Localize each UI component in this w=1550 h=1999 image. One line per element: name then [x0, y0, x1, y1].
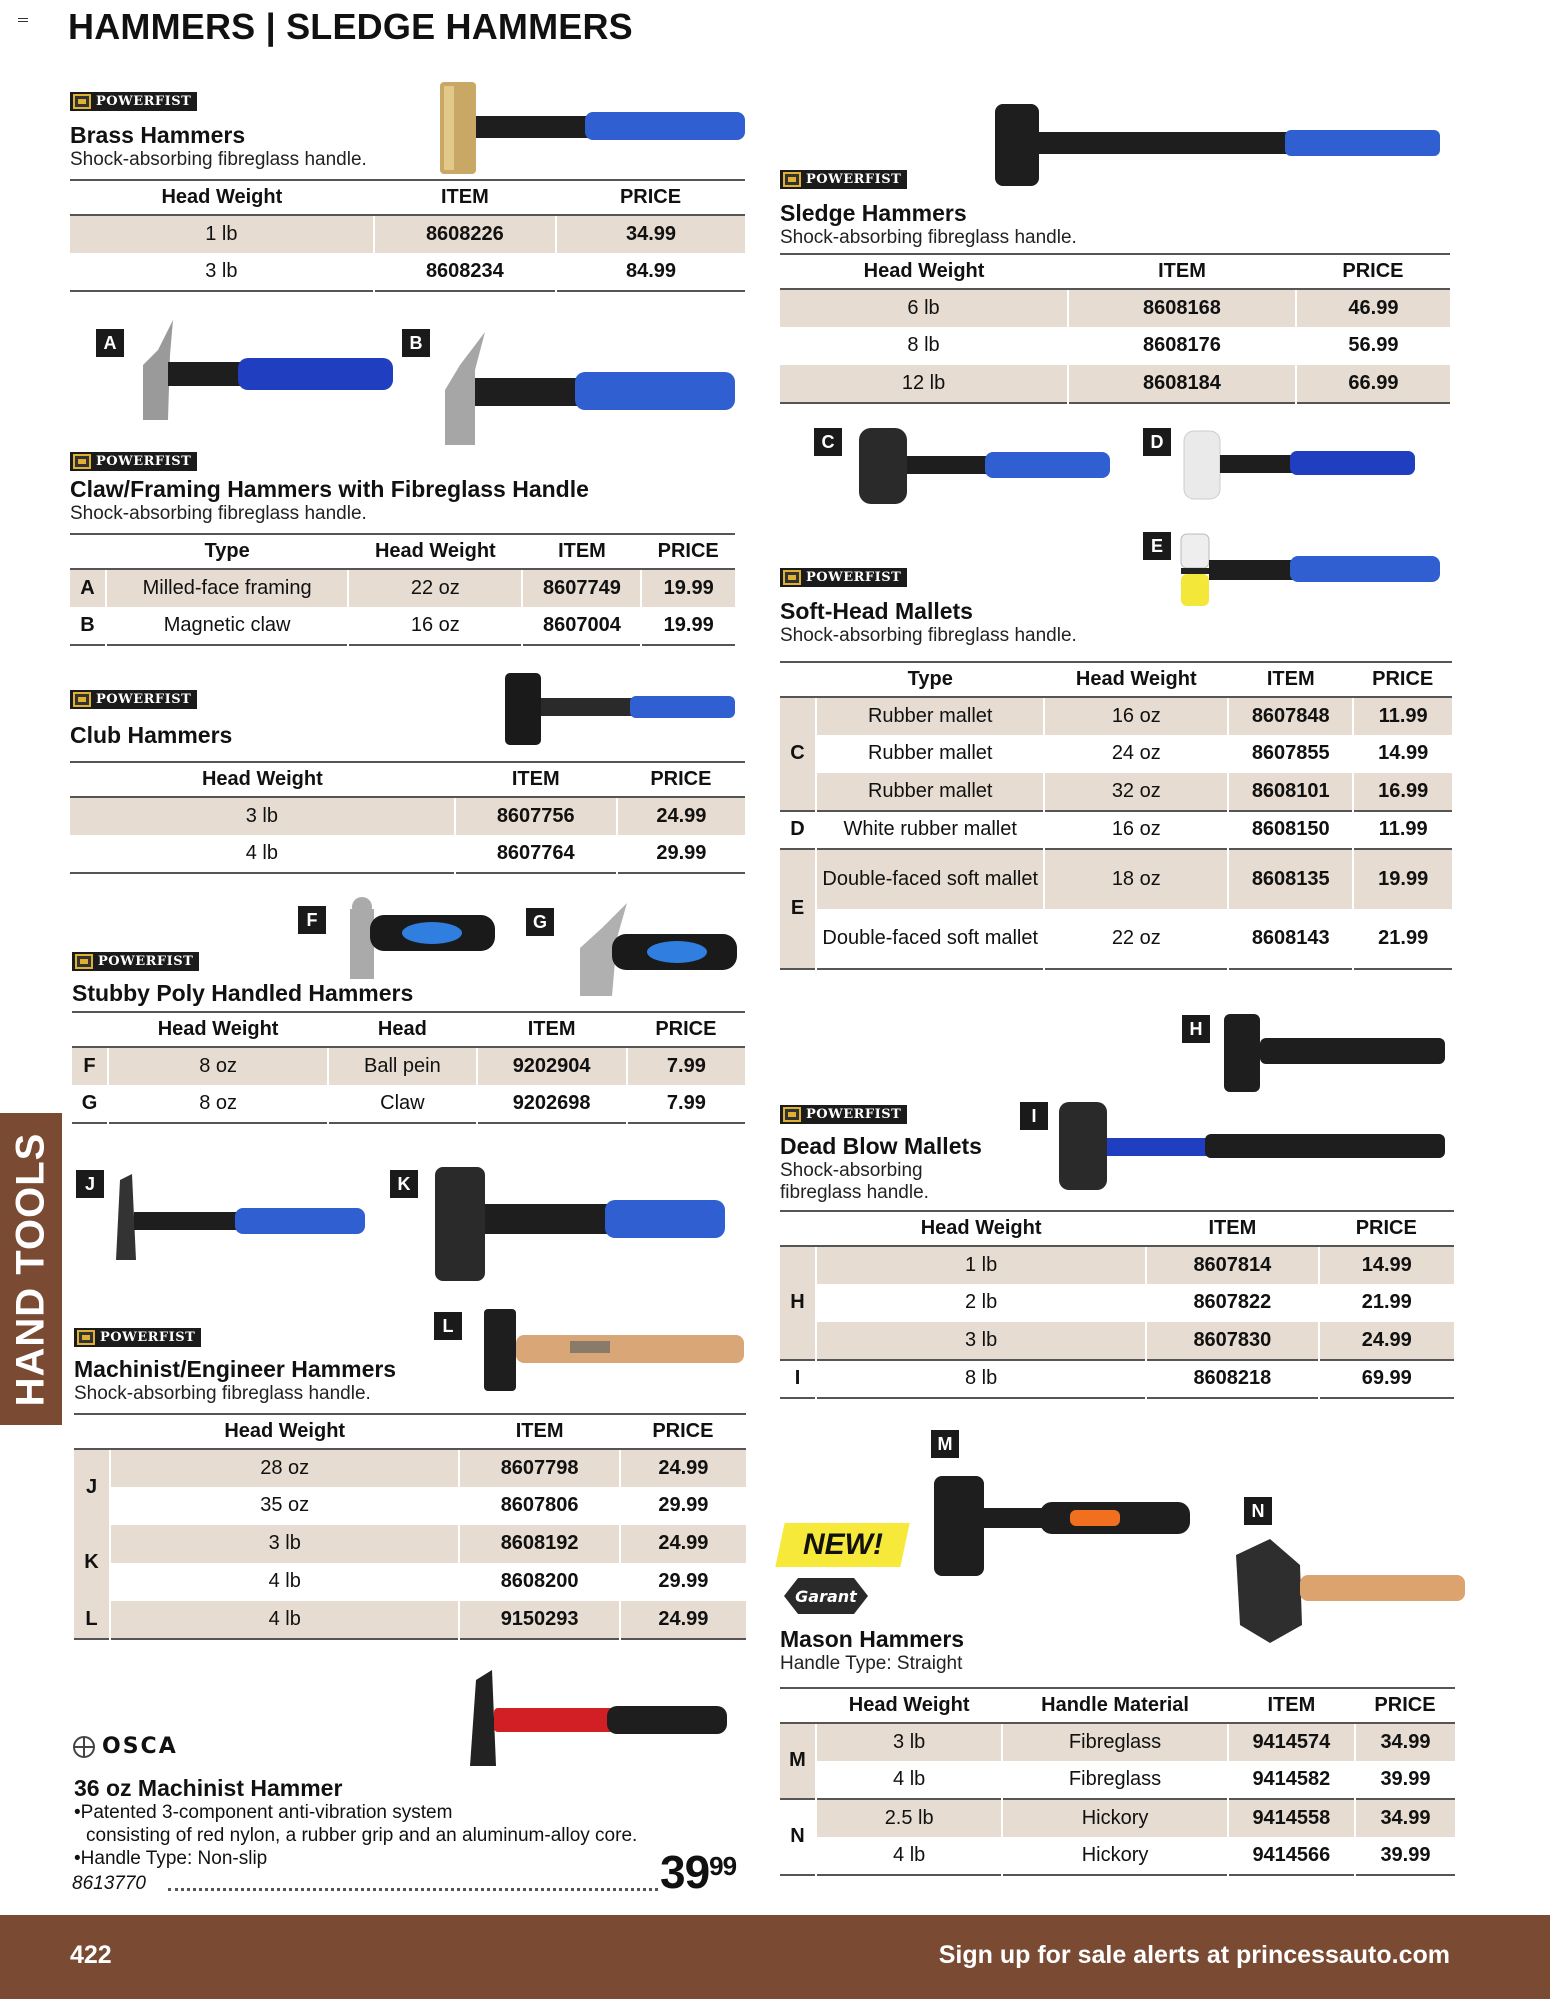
label-g: G — [526, 908, 554, 936]
table-row: 3 lb 8607830 24.99 — [780, 1322, 1454, 1360]
garant-logo — [780, 1574, 872, 1618]
table-row: I 8 lb 8608218 69.99 — [780, 1360, 1454, 1398]
product-title: Sledge Hammers — [780, 200, 967, 226]
dead-blow-mallet-h-image — [1220, 1010, 1450, 1095]
footer-bar — [0, 1915, 1550, 1999]
label-f: F — [298, 906, 326, 934]
product-title: 36 oz Machinist Hammer — [74, 1775, 343, 1801]
table-row: 4 lb Fibreglass 9414582 39.99 — [780, 1761, 1455, 1799]
page-title: HAMMERS | SLEDGE HAMMERS — [68, 6, 633, 47]
product-title: Machinist/Engineer Hammers — [74, 1356, 397, 1382]
product-desc: Shock-absorbing fibreglass handle. — [70, 503, 367, 524]
powerfist-logo: POWERFIST — [70, 690, 197, 709]
sledge-hammers-section — [780, 170, 1450, 404]
product-title: Club Hammers — [70, 722, 233, 748]
powerfist-logo: POWERFIST — [70, 92, 197, 111]
label-e: E — [1143, 532, 1171, 560]
leader-dots — [168, 1888, 658, 1891]
table-row: D White rubber mallet 16 oz 8608150 11.99 — [780, 811, 1452, 849]
powerfist-logo: POWERFIST — [780, 1105, 907, 1124]
table-row: 35 oz 8607806 29.99 — [74, 1487, 746, 1525]
machinist-hammer-k-image — [430, 1162, 730, 1286]
product-title: Mason Hammers — [780, 1626, 965, 1652]
table-row: Rubber mallet 24 oz 8607855 14.99 — [780, 735, 1452, 773]
table-row: Rubber mallet 32 oz 8608101 16.99 — [780, 773, 1452, 811]
table-row: 12 lb 8608184 66.99 — [780, 365, 1450, 403]
table-row: 6 lb 8608168 46.99 — [780, 289, 1450, 327]
side-tab: HAND TOOLS — [0, 1113, 62, 1425]
label-a: A — [96, 329, 124, 357]
mason-table: Head Weight Handle Material ITEM PRICE M 3 lb Fibreglass 9414574 34.99 4 lb Fibreglass 9414582 39.99 N 2.5 lb Hickory 9414558 34.99 4 lb Hickory 9414566 39.99 — [780, 1687, 1455, 1876]
table-row: K 3 lb 8608192 24.99 — [74, 1525, 746, 1563]
label-n: N — [1244, 1497, 1272, 1525]
white-mallet-image — [1180, 425, 1420, 505]
table-row: 8 lb 8608176 56.99 — [780, 327, 1450, 365]
table-row: 4 lb Hickory 9414566 39.99 — [780, 1837, 1455, 1875]
table-row: B Magnetic claw 16 oz 8607004 19.99 — [70, 607, 735, 645]
machinist-hammers-section — [74, 1328, 746, 1640]
rubber-mallet-image — [855, 420, 1115, 510]
promo-link[interactable]: Sign up for sale alerts at princessauto.com — [938, 1941, 1450, 1969]
product-title: Dead Blow Mallets — [780, 1133, 982, 1159]
table-row: 2 lb 8607822 21.99 — [780, 1284, 1454, 1322]
claw-table: Type Head Weight ITEM PRICE A Milled-face framing 22 oz 8607749 19.99 B Magnetic claw 16 oz 8607004 19.99 — [70, 533, 735, 646]
table-row: 3 lb 8608234 84.99 — [70, 253, 745, 291]
powerfist-logo: POWERFIST — [780, 170, 907, 189]
table-row: N 2.5 lb Hickory 9414558 34.99 — [780, 1799, 1455, 1837]
label-c: C — [814, 428, 842, 456]
powerfist-logo: POWERFIST — [74, 1328, 201, 1347]
label-i: I — [1020, 1102, 1048, 1130]
powerfist-logo: POWERFIST — [72, 952, 199, 971]
club-hammers-section — [70, 690, 745, 874]
osca-logo: OSCA — [72, 1734, 178, 1759]
claw-hammer-a-image — [128, 310, 398, 430]
table-row: G 8 oz Claw 9202698 7.99 — [72, 1085, 745, 1123]
product-title: Claw/Framing Hammers with Fibreglass Handle — [70, 476, 589, 502]
machinist-hammer-j-image — [110, 1170, 370, 1266]
stubby-hammers-section — [72, 952, 745, 1124]
table-row: A Milled-face framing 22 oz 8607749 19.99 — [70, 569, 735, 607]
label-k: K — [390, 1170, 418, 1198]
powerfist-logo: POWERFIST — [70, 452, 197, 471]
brass-table: Head Weight ITEM PRICE 1 lb 8608226 34.99 3 lb 8608234 84.99 — [70, 179, 745, 292]
product-desc: Handle Type: Straight — [780, 1653, 963, 1674]
mason-hammer-m-image — [930, 1470, 1195, 1580]
table-row: L 4 lb 9150293 24.99 — [74, 1601, 746, 1639]
svg-text:Garant: Garant — [795, 1587, 857, 1606]
sku: 8613770 — [72, 1873, 146, 1894]
table-row: 1 lb 8608226 34.99 — [70, 215, 745, 253]
osca-emblem-icon — [72, 1735, 96, 1759]
table-row: J 28 oz 8607798 24.99 — [74, 1449, 746, 1487]
product-desc: Shock-absorbing fibreglass handle. — [780, 227, 1077, 248]
table-row: Double-faced soft mallet 22 oz 8608143 21.99 — [780, 909, 1452, 969]
table-row: F 8 oz Ball pein 9202904 7.99 — [72, 1047, 745, 1085]
claw-hammer-b-image — [430, 320, 740, 450]
product-desc: Shock-absorbing fibreglass handle. — [70, 149, 367, 170]
table-row: M 3 lb Fibreglass 9414574 34.99 — [780, 1723, 1455, 1761]
table-row: E Double-faced soft mallet 18 oz 8608135 19.99 — [780, 849, 1452, 909]
product-title: Soft-Head Mallets — [780, 598, 973, 624]
dead-blow-mallets-section — [780, 1105, 1454, 1399]
product-title: Stubby Poly Handled Hammers — [72, 980, 414, 1006]
corner-mark — [18, 18, 28, 22]
feature-list: •Patented 3-component anti-vibration system consisting of red nylon, a rubber grip and an aluminum-alloy core. •Handle Type: Non-slip — [74, 1802, 638, 1869]
sledge-table: Head Weight ITEM PRICE 6 lb 8608168 46.99 8 lb 8608176 56.99 12 lb 8608184 66.99 — [780, 253, 1450, 404]
soft-head-table: Type Head Weight ITEM PRICE C Rubber mallet 16 oz 8607848 11.99 Rubber mallet 24 oz 8607855 14.99 Rubber mallet 32 oz 8608101 16.99 D White rubber mallet 16 oz 8608150 11.99 E Double-faced soft mallet 18 oz 8608135 19.99 Double-faced soft mallet 22 oz 8608143 21.99 — [780, 661, 1452, 970]
product-title: Brass Hammers — [70, 122, 246, 148]
label-l: L — [434, 1312, 462, 1340]
table-row: C Rubber mallet 16 oz 8607848 11.99 — [780, 697, 1452, 735]
label-b: B — [402, 329, 430, 357]
powerfist-logo: POWERFIST — [780, 568, 907, 587]
price: $39^{99}$ — [660, 1846, 737, 1898]
page-number: 422 — [70, 1941, 112, 1969]
soft-head-mallets-section — [780, 568, 1452, 970]
new-badge: NEW! — [775, 1523, 909, 1567]
label-d: D — [1143, 428, 1171, 456]
product-desc-2: fibreglass handle. — [780, 1181, 929, 1203]
claw-hammers-section — [70, 452, 735, 646]
stubby-table: Head Weight Head ITEM PRICE F 8 oz Ball pein 9202904 7.99 G 8 oz Claw 9202698 7.99 — [72, 1011, 745, 1124]
product-desc: Shock-absorbing fibreglass handle. — [780, 625, 1077, 646]
club-table: Head Weight ITEM PRICE 3 lb 8607756 24.99 4 lb 8607764 29.99 — [70, 761, 745, 874]
mason-hammers-section — [780, 1626, 1455, 1876]
table-row: 3 lb 8607756 24.99 — [70, 797, 745, 835]
label-h: H — [1182, 1015, 1210, 1043]
brass-hammer-image — [430, 78, 750, 178]
table-row: H 1 lb 8607814 14.99 — [780, 1246, 1454, 1284]
dead-blow-table: Head Weight ITEM PRICE H 1 lb 8607814 14.99 2 lb 8607822 21.99 3 lb 8607830 24.99 I 8 lb 8608218 69.99 — [780, 1210, 1454, 1399]
machinist-table: Head Weight ITEM PRICE J 28 oz 8607798 24.99 35 oz 8607806 29.99 K 3 lb 8608192 24.99 4 lb 8608200 29.99 L 4 lb 9150293 24.99 — [74, 1413, 746, 1640]
product-desc: Shock-absorbing fibreglass handle. — [74, 1383, 371, 1404]
label-j: J — [76, 1170, 104, 1198]
osca-hammer-image — [462, 1668, 732, 1770]
osca-hammer-section — [74, 1775, 694, 1870]
table-row: 4 lb 8607764 29.99 — [70, 835, 745, 873]
product-desc: Shock-absorbing — [780, 1160, 923, 1181]
label-m: M — [931, 1430, 959, 1458]
table-row: 4 lb 8608200 29.99 — [74, 1563, 746, 1601]
